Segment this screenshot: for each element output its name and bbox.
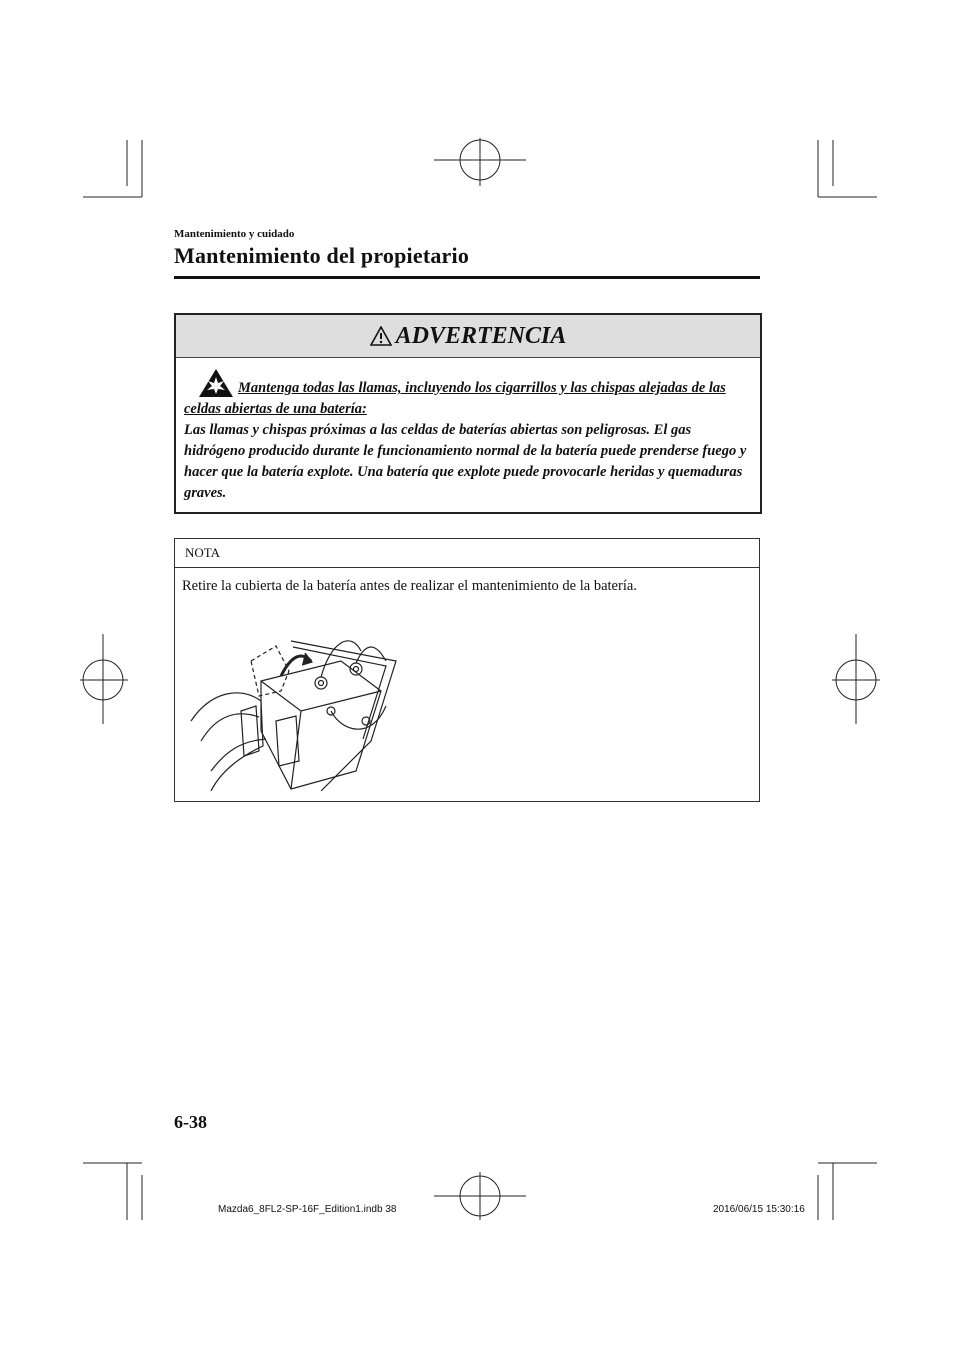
warning-header <box>176 315 760 358</box>
footer-filename: Mazda6_8FL2-SP-16F_Edition1.indb 38 <box>218 1204 397 1215</box>
warning-text: Las llamas y chispas próximas a las celdas de baterías abiertas son peligrosas. El gas hidrógeno producido durante le funcionamiento normal de la batería puede prenderse fuego y hacer que la batería explote. Una batería que explote puede provocarle heridas y quemaduras graves. <box>184 422 747 501</box>
warning-lead: Mantenga todas las llamas, incluyendo los cigarrillos y las chispas alejadas de las celdas abiertas de una batería: <box>184 380 726 417</box>
note-title: NOTA <box>175 539 759 568</box>
warning-box <box>174 313 762 514</box>
note-text: Retire la cubierta de la batería antes de realizar el mantenimiento de la batería. <box>182 578 637 594</box>
warning-triangle-icon <box>370 326 392 346</box>
warning-title: ADVERTENCIA <box>395 322 567 349</box>
battery-cover-illustration <box>181 621 401 791</box>
title-rule <box>174 276 760 279</box>
explosion-icon <box>198 368 234 398</box>
page-title: Mantenimiento del propietario <box>174 243 470 268</box>
section-label: Mantenimiento y cuidado <box>174 228 295 240</box>
page-number: 6-38 <box>174 1112 207 1132</box>
note-box <box>174 538 760 802</box>
footer-timestamp: 2016/06/15 15:30:16 <box>713 1204 805 1215</box>
warning-body <box>176 358 760 504</box>
